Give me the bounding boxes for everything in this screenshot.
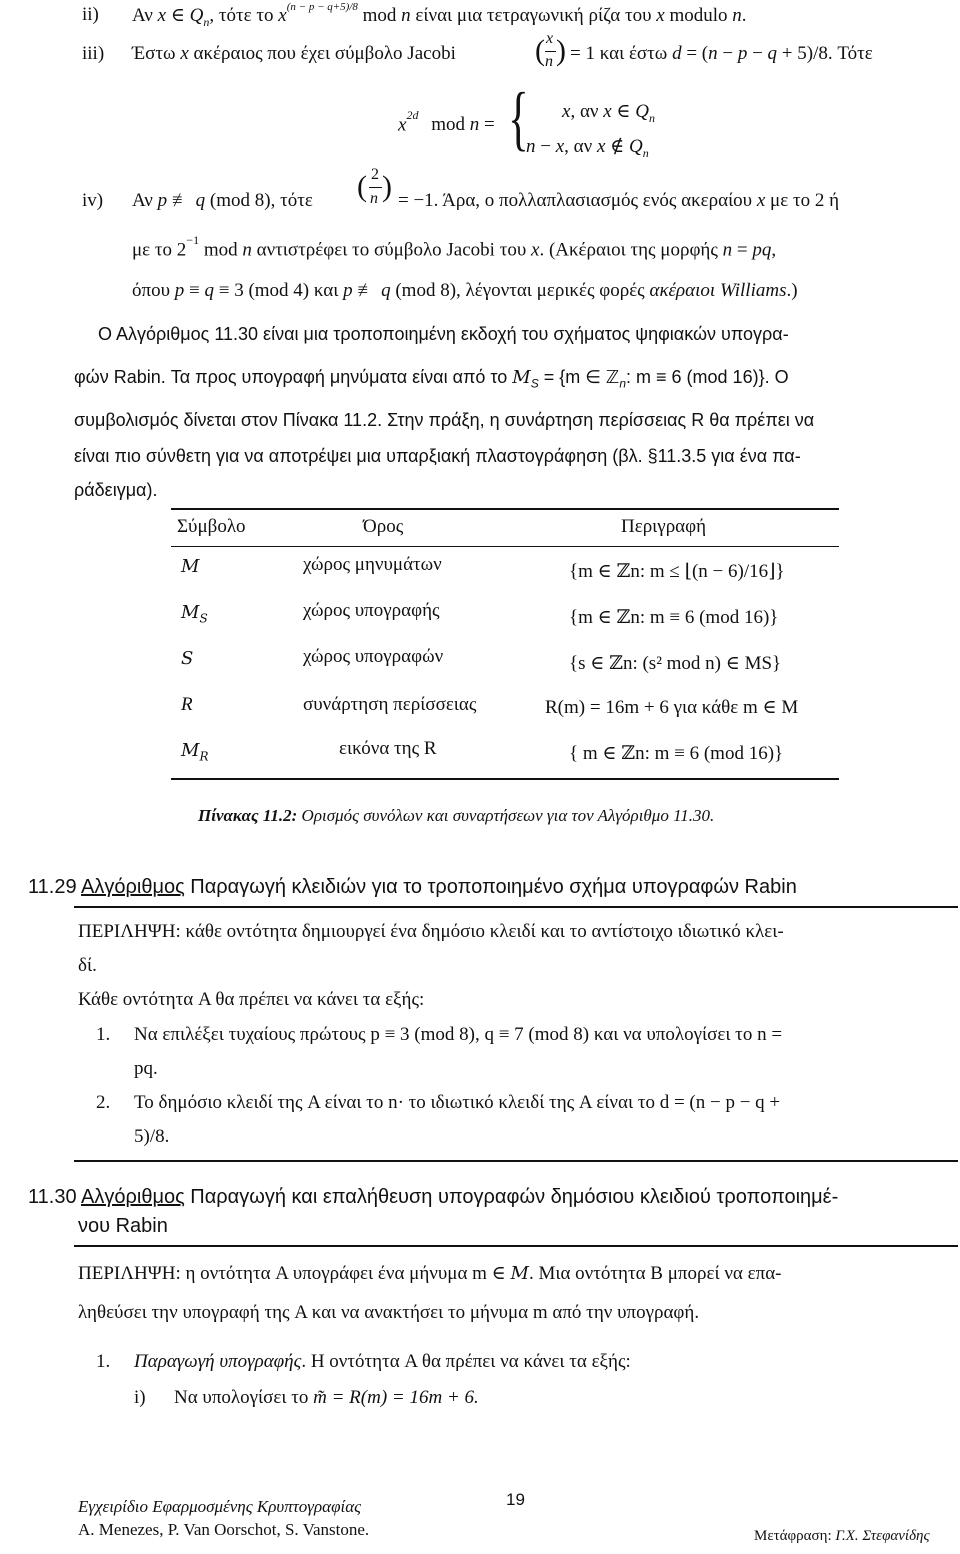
cases-lhs: $x^{2d}$ mod n =: [398, 108, 495, 136]
jacobi-symbol-2: ( 2 n ): [357, 166, 392, 207]
table-row-description: R(m) = 16m + 6 για κάθε m ∈ M: [545, 697, 799, 718]
alg-11-30-number: 11.30: [28, 1186, 77, 1208]
alg-11-30-label: Αλγόριθμος: [81, 1186, 185, 1208]
alg-11-29-number: 11.29: [28, 876, 77, 898]
alg-11-30-title-1: Παραγωγή και επαλήθευση υπογραφών δημόσιου κλειδιού τροποποιημέ-: [184, 1186, 839, 1208]
table-header-rule: [171, 546, 839, 547]
table-row-term: συνάρτηση περίσσειας: [303, 694, 477, 715]
footer-authors: A. Menezes, P. Van Oorschot, S. Vanstone.: [78, 1520, 370, 1539]
footer-book-title: Εγχειρίδιο Εφαρμοσμένης Κρυπτογραφίας: [78, 1497, 362, 1516]
item-iii-label: iii): [82, 43, 105, 64]
table-bottom-rule: [171, 778, 839, 780]
paragraph-line-5: ράδειγμα).: [74, 480, 158, 500]
item-iv-line-2: με το $2^{-1}$ mod n αντιστρέφει το σύμβολο Jacobi του x. (Ακέραιοι της μορφής n = pq,: [132, 233, 777, 261]
table-header-symbol: Σύμβολο: [177, 516, 246, 537]
alg-11-29-summary-1: ΠΕΡΙΛΗΨΗ: κάθε οντότητα δημιουργεί ένα δημόσιο κλειδί και το αντίστοιχο ιδιωτικό κλει-: [78, 921, 784, 942]
alg-11-29-intro: Κάθε οντότητα A θα πρέπει να κάνει τα εξής:: [78, 989, 425, 1010]
alg-11-29-step-1-num: 1.: [96, 1024, 111, 1045]
alg-11-29-step-2-line-1: Το δημόσιο κλειδί της A είναι το n· το ιδιωτικό κλειδί της A είναι το d = (n − p − q +: [134, 1092, 781, 1113]
jacobi-symbol: ( x n ): [535, 30, 566, 70]
case-2: n − x, αν x ∉ $Q_n$: [526, 136, 649, 160]
item-iv-text: Αν p ≢ q (mod 8), τότε: [132, 190, 313, 211]
cases-brace: {: [508, 78, 529, 158]
symbols-table: [171, 508, 839, 780]
table-row-symbol: M: [181, 556, 200, 577]
alg-11-30-step-1: Παραγωγή υπογραφής. Η οντότητα A θα πρέπει να κάνει τα εξής:: [134, 1351, 631, 1372]
table-row-symbol: $M_R$: [181, 740, 209, 764]
alg-11-30-heading: [28, 1186, 838, 1209]
table-row-description: {m ∈ ℤn: m ≡ 6 (mod 16)}: [569, 607, 779, 628]
table-header-term: Όρος: [363, 516, 404, 537]
table-row-description: { m ∈ ℤn: m ≡ 6 (mod 16)}: [569, 743, 784, 764]
table-header-description: Περιγραφή: [621, 516, 707, 537]
table-row-term: χώρος υπογραφής: [303, 600, 440, 621]
alg-11-29-step-2-num: 2.: [96, 1092, 111, 1113]
paragraph-line-1: Ο Αλγόριθμος 11.30 είναι μια τροποποιημένη εκδοχή του σχήματος ψηφιακών υπογρα-: [98, 324, 789, 344]
footer-translator: Μετάφραση: Γ.Χ. Στεφανίδης: [754, 1528, 930, 1544]
alg-11-30-title-2: νου Rabin: [78, 1215, 168, 1237]
case-1: x, αν x ∈ $Q_n$: [562, 101, 655, 125]
table-row-symbol: $M_S$: [181, 602, 208, 626]
table-row-term: εικόνα της R: [339, 738, 437, 759]
paragraph-line-4: είναι πιο σύνθετη για να αποτρέψει μια υπαρξιακή πλαστογράφηση (βλ. §11.3.5 για ένα πα-: [74, 446, 801, 466]
alg-11-30-summary-1: ΠΕΡΙΛΗΨΗ: η οντότητα A υπογράφει ένα μήνυμα m ∈ M. Μια οντότητα B μπορεί να επα-: [78, 1263, 782, 1284]
table-row-description: {m ∈ ℤn: m ≤ ⌊(n − 6)/16⌋}: [569, 561, 785, 582]
footer-page-number: 19: [506, 1490, 525, 1509]
alg-11-29-step-1-line-2: pq.: [134, 1058, 158, 1079]
alg-11-29-label: Αλγόριθμος: [81, 876, 185, 898]
alg-11-30-sub-i-label: i): [134, 1387, 146, 1408]
paragraph-line-3: συμβολισμός δίνεται στον Πίνακα 11.2. Στην πράξη, η συνάρτηση περίσσειας R θα πρέπει να: [74, 410, 815, 430]
table-row-term: χώρος μηνυμάτων: [303, 554, 442, 575]
item-iii-text: Έστω x ακέραιος που έχει σύμβολο Jacobi: [132, 43, 456, 64]
item-iv-text-2: = −1. Άρα, ο πολλαπλασιασμός ενός ακεραίου x με το 2 ή: [398, 190, 840, 211]
alg-11-29-end-rule: [74, 1160, 958, 1162]
alg-11-29-step-2-line-2: 5)/8.: [134, 1126, 170, 1147]
paragraph-line-2: φών Rabin. Τα προς υπογραφή μηνύματα είναι από το $M_S = \{m$ ∈ ℤ$_n$: m ≡ 6 (mod 16)}. Ο: [74, 367, 789, 391]
alg-11-30-rule: [74, 1245, 958, 1247]
table-caption: Πίνακας 11.2: Ορισμός συνόλων και συναρτήσεων για τον Αλγόριθμο 11.30.: [198, 806, 715, 825]
item-iii-text-2: = 1 και έστω d = (n − p − q + 5)/8. Τότε: [570, 43, 873, 64]
item-ii-text: Αν x ∈ $Q_n$, τότε το $x^{(n - p - q+5)/8}$ mod n είναι μια τετραγωνική ρίζα του x modulo n.: [132, 0, 747, 29]
alg-11-29-heading: [28, 876, 797, 899]
alg-11-29-title: Παραγωγή κλειδιών για το τροποποιημένο σχήμα υπογραφών Rabin: [184, 876, 797, 898]
table-row-description: {s ∈ ℤn: (s² mod n) ∈ MS}: [569, 653, 782, 674]
item-iv-line-3: όπου p ≡ q ≡ 3 (mod 4) και p ≢ q (mod 8), λέγονται μερικές φορές ακέραιοι Williams.): [132, 280, 798, 301]
alg-11-29-summary-2: δί.: [78, 955, 97, 976]
table-row-term: χώρος υπογραφών: [303, 646, 444, 667]
alg-11-29-rule: [74, 906, 958, 908]
alg-11-30-sub-i-text: Να υπολογίσει το m̃ = R(m) = 16m + 6.: [174, 1387, 479, 1408]
table-row-symbol: S: [181, 648, 194, 669]
item-ii-label: ii): [82, 4, 99, 25]
alg-11-29-step-1-line-1: Να επιλέξει τυχαίους πρώτους p ≡ 3 (mod 8), q ≡ 7 (mod 8) και να υπολογίσει το n =: [134, 1024, 783, 1045]
alg-11-30-step-1-num: 1.: [96, 1351, 111, 1372]
item-iv-label: iv): [82, 190, 104, 211]
table-row-symbol: R: [181, 694, 193, 715]
table-top-rule: [171, 508, 839, 510]
alg-11-30-summary-2: ληθεύσει την υπογραφή της A και να ανακτήσει το μήνυμα m από την υπογραφή.: [78, 1302, 700, 1323]
